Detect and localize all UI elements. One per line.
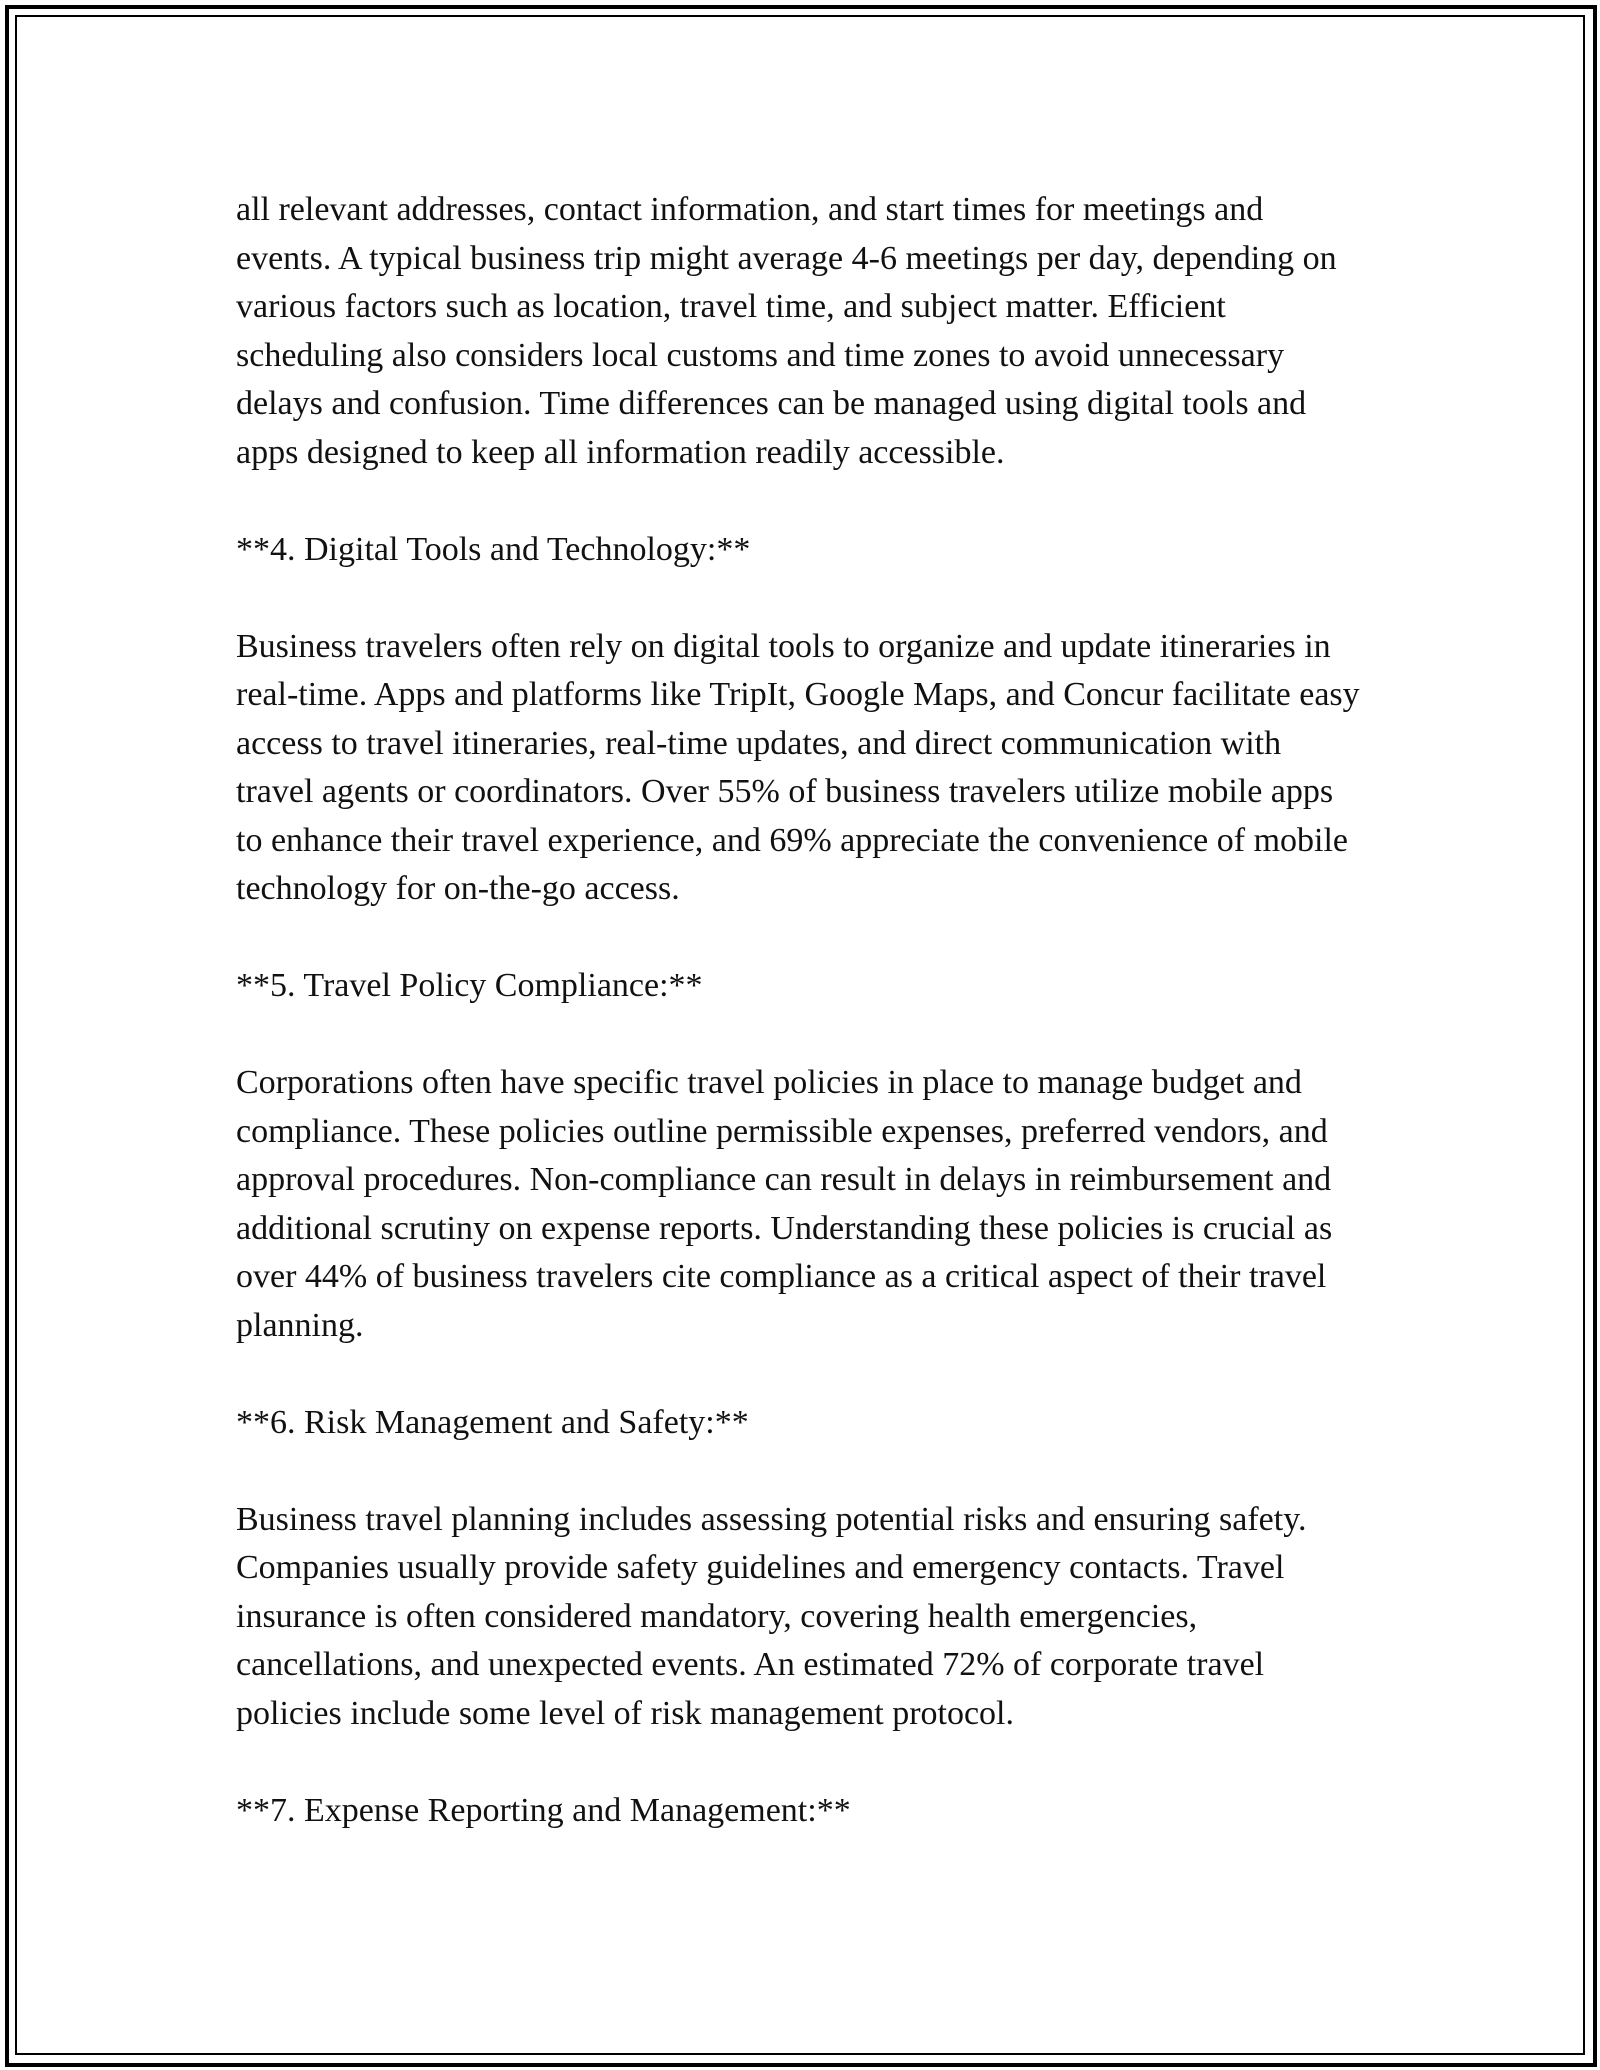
paragraph-risk-management: Business travel planning includes assessing potential risks and ensuring safety. Companies usually provide safety guidelines and emergency contacts. Travel insurance is often considered mandatory, covering health emergencies, cancellations, and unexpected events. An estimated 72% of corporate travel policies include some level of risk management protocol. bbox=[236, 1500, 1307, 1732]
paragraph-digital-tools: Business travelers often rely on digital tools to organize and update itineraries in real-time. Apps and platforms like TripIt, Google Maps, and Concur facilitate easy access to travel itineraries, real-time updates, and direct communication with travel agents or coordinators. Over 55% of business travelers utilize mobile apps to enhance their travel experience, and 69% appreciate the convenience of mobile technology for on-the-go access. bbox=[236, 627, 1360, 907]
section-heading-policy-compliance: **5. Travel Policy Compliance:** bbox=[236, 967, 703, 1004]
paragraph-scheduling-continued: all relevant addresses, contact information, and start times for meetings and events. A typical business trip might average 4-6 meetings per day, depending on various factors such as location, travel time, and subject matter. Efficient scheduling also considers local customs and time zones to avoid unnecessary delays and confusion. Time differences can be managed using digital tools and apps designed to keep all information readily accessible. bbox=[236, 191, 1337, 471]
section-heading-risk-management: **6. Risk Management and Safety:** bbox=[236, 1403, 749, 1441]
document-body bbox=[236, 186, 1366, 1835]
paragraph-policy-compliance: Corporations often have specific travel policies in place to manage budget and compliance. These policies outline permissible expenses, preferred vendors, and approval procedures. Non-compliance can result in delays in reimbursement and additional scrutiny on expense reports. Understanding these policies is crucial as over 44% of business travelers cite compliance as a critical aspect of their travel planning. bbox=[236, 1064, 1333, 1344]
section-heading-digital-tools: **4. Digital Tools and Technology:** bbox=[236, 530, 751, 568]
section-heading-expense-reporting: **7. Expense Reporting and Management:** bbox=[236, 1791, 851, 1829]
